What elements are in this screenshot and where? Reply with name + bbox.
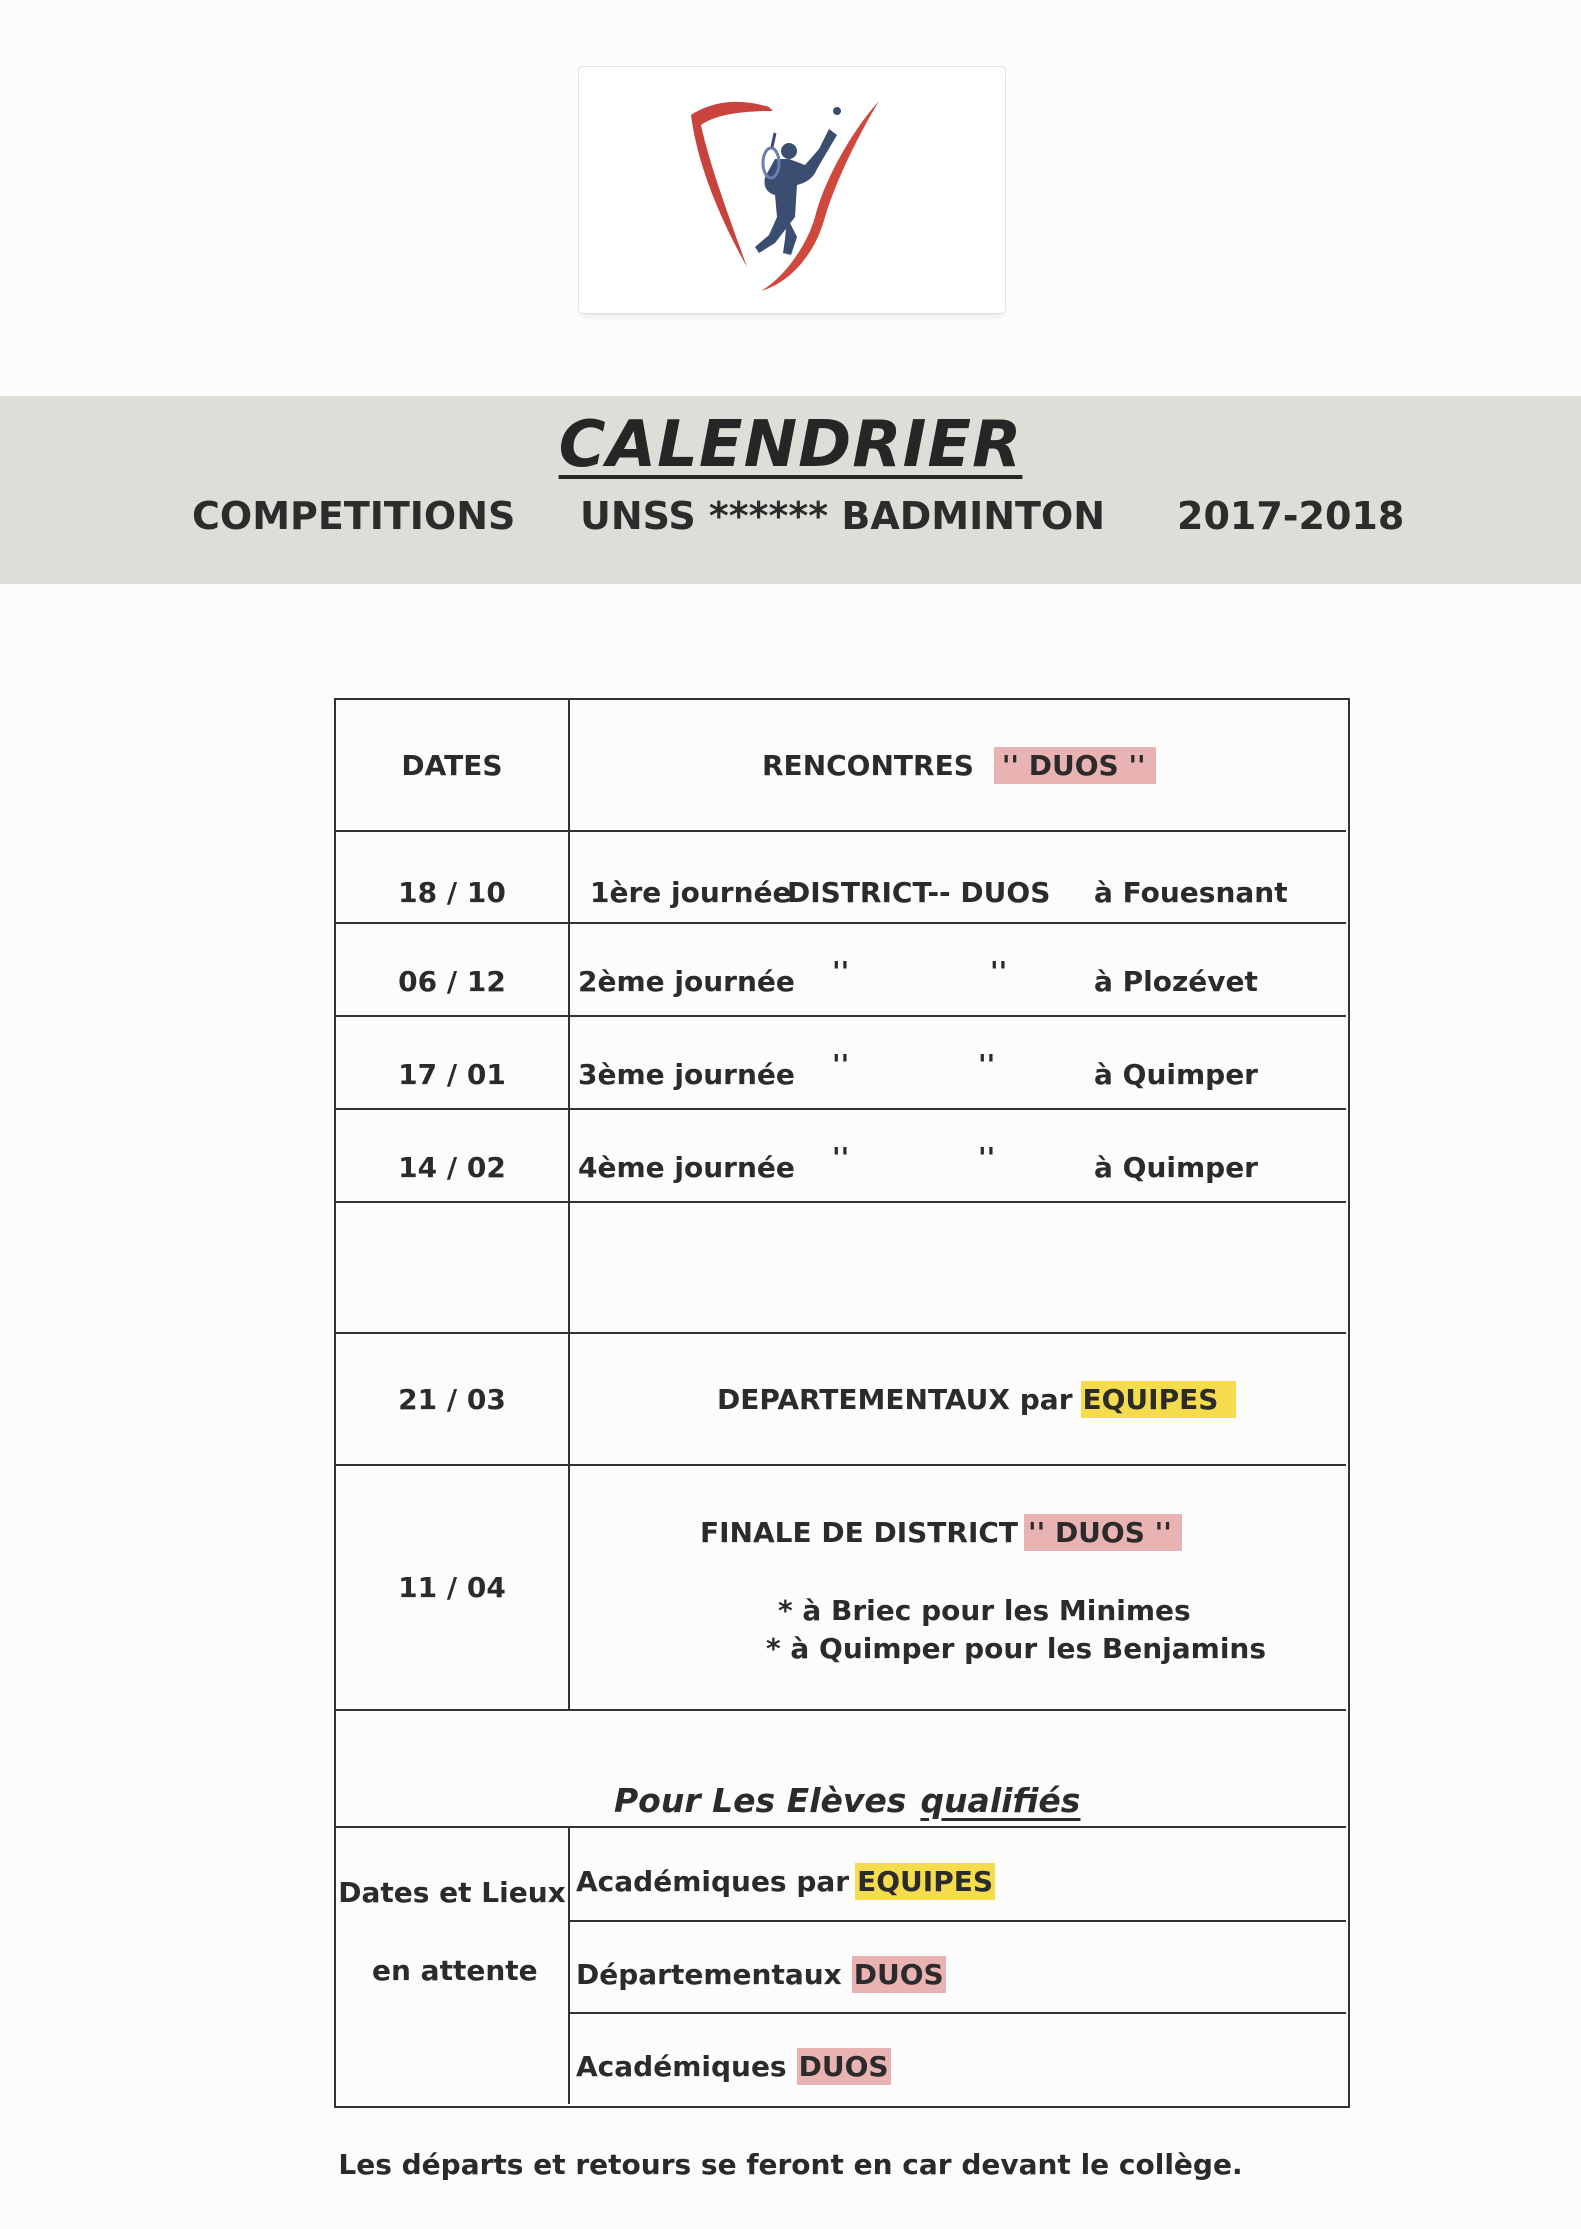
header-duos-highlight: '' DUOS ''	[994, 747, 1156, 784]
row-journee: 4ème journée	[578, 1151, 795, 1184]
finale-benjamins: * à Quimper pour les Benjamins	[766, 1631, 1267, 1665]
row-date: 17 / 01	[398, 1058, 506, 1091]
pending-item-label: Académiques par	[576, 1864, 850, 1898]
row-ditto-mark: ''	[832, 1141, 850, 1174]
header-rencontres	[762, 700, 1156, 830]
pending-item-highlight: EQUIPES	[857, 1864, 994, 1898]
pending-item-highlight: DUOS	[798, 2049, 889, 2083]
subtitle-organisation: UNSS ****** BADMINTON	[580, 494, 1106, 538]
subtitle-season: 2017-2018	[1177, 494, 1405, 538]
pending-item	[576, 2014, 891, 2104]
row-journee: 3ème journée	[578, 1058, 795, 1091]
pending-item	[576, 1922, 946, 2012]
badminton-player-logo-icon	[579, 67, 1005, 313]
finale-date: 11 / 04	[398, 1571, 506, 1604]
row-ditto-mark: ''	[832, 955, 850, 988]
pending-item-label: Départementaux	[576, 1957, 842, 1991]
row-ditto-mark: ''	[832, 1048, 850, 1081]
qualified-underlined: qualifiés	[920, 1780, 1081, 1820]
dept-label	[717, 1334, 1236, 1464]
finale-duos-highlight: '' DUOS ''	[1024, 1514, 1182, 1551]
header-rencontres-label: RENCONTRES	[762, 748, 974, 782]
row-journee: 1ère journée	[590, 875, 792, 909]
qualified-prefix: Pour Les Elèves	[614, 1780, 907, 1820]
row-date: 06 / 12	[398, 965, 506, 998]
row-ditto-mark: ''	[978, 1048, 996, 1081]
column-divider-top	[568, 698, 570, 1710]
pending-item-highlight: DUOS	[853, 1957, 944, 1991]
row-journee: 2ème journée	[578, 965, 795, 998]
row-ditto-mark: ''	[990, 955, 1008, 988]
footer-note: Les départs et retours se feront en car devant le collège.	[338, 2148, 1243, 2181]
pending-item	[576, 1828, 995, 1920]
finale-label-text: FINALE DE DISTRICT	[700, 1515, 1019, 1549]
qualified-heading	[614, 1778, 1080, 1822]
row-divider	[334, 1201, 1346, 1203]
finale-minimes: * à Briec pour les Minimes	[778, 1593, 1191, 1627]
pending-item-label: Académiques	[576, 2049, 787, 2083]
row-ditto-mark: ''	[978, 1141, 996, 1174]
header-dates: DATES	[401, 748, 503, 782]
row-date: 18 / 10	[398, 875, 506, 909]
row-divider	[334, 1709, 1346, 1711]
pending-line1: Dates et Lieux	[338, 1875, 566, 1909]
row-lieu: à Quimper	[1094, 1151, 1258, 1184]
dept-date: 21 / 03	[398, 1382, 506, 1416]
dept-label-text: DEPARTEMENTAUX par	[717, 1382, 1073, 1416]
row-lieu: à Plozévet	[1094, 965, 1258, 998]
pending-line2: en attente	[372, 1953, 538, 1987]
subtitle-competitions: COMPETITIONS	[192, 494, 516, 538]
row-lieu: à Fouesnant	[1094, 875, 1288, 909]
column-divider-bottom	[568, 1826, 570, 2104]
finale-label	[700, 1512, 1182, 1552]
row-district: DISTRICT-- DUOS	[787, 875, 1051, 909]
row-lieu: à Quimper	[1094, 1058, 1258, 1091]
dept-equipes-highlight: EQUIPES	[1081, 1381, 1237, 1418]
page-title: CALENDRIER	[558, 408, 1023, 482]
unss-logo	[578, 66, 1006, 314]
row-date: 14 / 02	[398, 1151, 506, 1184]
